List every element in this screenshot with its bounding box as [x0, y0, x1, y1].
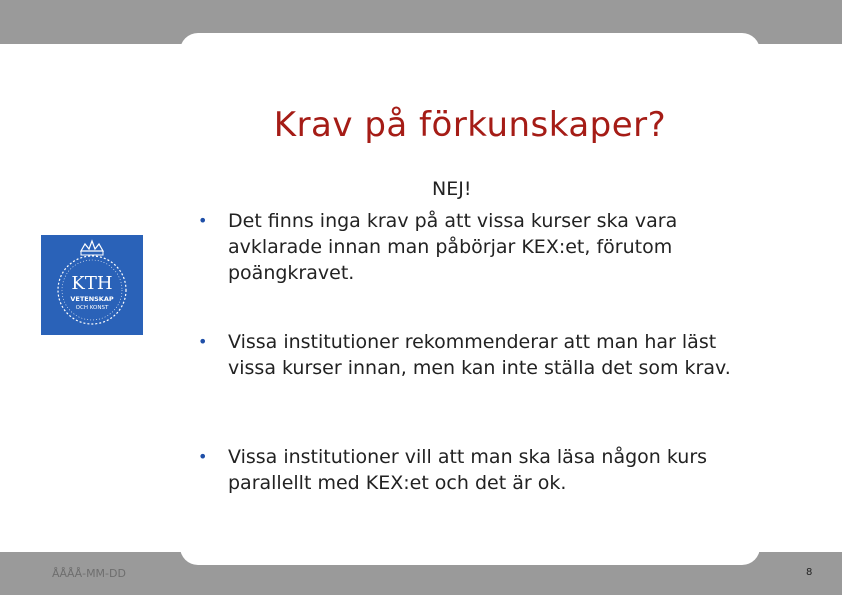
- bullet-text: Vissa institutioner rekommenderar att man har läst vissa kurser innan, men kan inte ställa det som krav.: [228, 331, 731, 379]
- footer-date: ÅÅÅÅ-MM-DD: [52, 567, 126, 580]
- bullet-icon: •: [198, 332, 208, 351]
- logo-line1-text: VETENSKAP: [70, 295, 114, 303]
- logo-line2-text: OCH KONST: [75, 305, 109, 311]
- bullet-text: Vissa institutioner vill att man ska läsa någon kurs parallellt med KEX:et och det är ok.: [228, 446, 708, 494]
- logo-main-text: KTH: [71, 273, 113, 294]
- answer-text: NEJ!: [432, 178, 472, 200]
- kth-crest-icon: [41, 235, 143, 335]
- bullet-text: Det finns inga krav på att vissa kurser ska vara avklarade innan man påbörjar KEX:et, förutom poängkravet.: [228, 210, 678, 284]
- slide-title: Krav på förkunskaper?: [273, 105, 667, 145]
- page-number: 8: [806, 567, 813, 578]
- bullet-icon: •: [198, 447, 208, 466]
- kth-logo: [41, 235, 143, 335]
- list-item: [195, 444, 748, 496]
- bullet-icon: •: [198, 211, 208, 230]
- list-item: [195, 329, 748, 381]
- list-item: [195, 208, 748, 286]
